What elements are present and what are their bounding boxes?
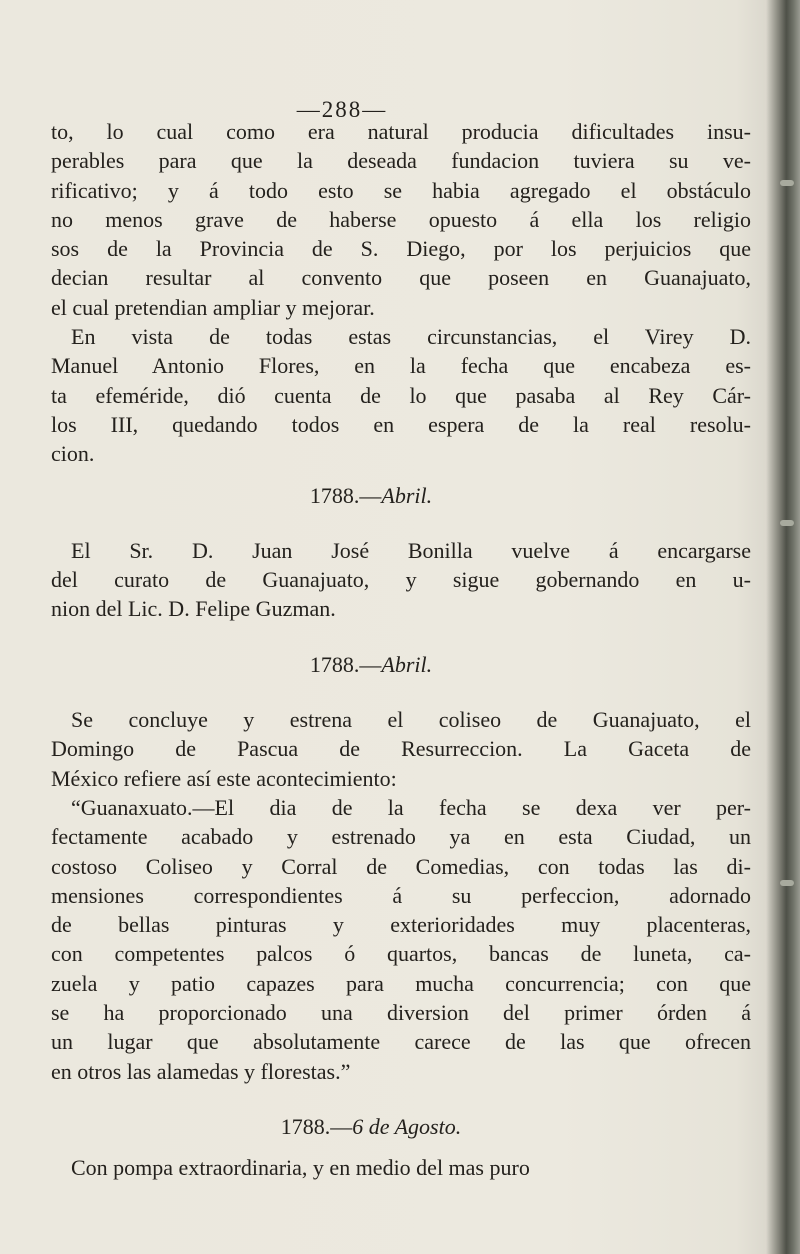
page-number: —288— — [296, 97, 388, 122]
text-line: zuela y patio capazes para mucha concurrencia; con que — [51, 970, 751, 996]
dateline — [0, 650, 751, 679]
text-line: el cual pretendian ampliar y mejorar. — [51, 294, 375, 320]
text-line: en otros las alamedas y florestas.” — [51, 1058, 351, 1084]
dateline-year: 1788.— — [309, 651, 382, 677]
text-line: Domingo de Pascua de Resurreccion. La Gaceta de — [51, 736, 751, 762]
text-line: ta efeméride, dió cuenta de lo que pasaba al Rey Cár- — [51, 382, 751, 408]
paragraph-4 — [51, 705, 751, 793]
text-line: los III, quedando todos en espera de la real resolu- — [51, 411, 751, 437]
text-line: sos de la Provincia de S. Diego, por los perjuicios que — [51, 236, 751, 262]
text-line: no menos grave de haberse opuesto á ella los religio — [51, 206, 751, 232]
dateline — [0, 1112, 751, 1141]
text-line: México refiere así este acontecimiento: — [51, 765, 397, 791]
paragraph-5 — [51, 793, 751, 1086]
text-line: nion del Lic. D. Felipe Guzman. — [51, 596, 336, 622]
paragraph-3 — [51, 536, 751, 624]
text-line: El Sr. D. Juan José Bonilla vuelve á encargarse — [71, 537, 751, 563]
text-line: En vista de todas estas circunstancias, el Virey D. — [71, 324, 751, 350]
text-line: con competentes palcos ó quartos, bancas de luneta, ca- — [51, 941, 751, 967]
text-line: “Guanaxuato.—El dia de la fecha se dexa ver per- — [71, 794, 751, 820]
text-line: Con pompa extraordinaria, y en medio del mas puro — [71, 1155, 530, 1181]
paragraph-1 — [51, 117, 751, 322]
dateline-date: Abril. — [381, 651, 433, 677]
text-line: perables para que la deseada fundacion tuviera su ve- — [51, 148, 751, 174]
text-line: costoso Coliseo y Corral de Comedias, con todas las di- — [51, 853, 751, 879]
page-edge-mark — [780, 520, 794, 526]
paragraph-2 — [51, 322, 751, 468]
text-line: del curato de Guanajuato, y sigue gobernando en u- — [51, 567, 751, 593]
text-line: mensiones correspondientes á su perfeccion, adornado — [51, 882, 751, 908]
text-line: decian resultar al convento que poseen en Guanajuato, — [51, 265, 751, 291]
text-line: to, lo cual como era natural producia dificultades insu- — [51, 119, 751, 144]
text-line: Manuel Antonio Flores, en la fecha que encabeza es- — [51, 353, 751, 379]
dateline-year: 1788.— — [309, 482, 382, 508]
page-edge-mark — [780, 180, 794, 186]
page-edge-mark — [780, 880, 794, 886]
dateline-date: 6 de Agosto. — [352, 1113, 462, 1139]
text-line: cion. — [51, 441, 95, 467]
text-line: rificativo; y á todo esto se habia agregado el obstáculo — [51, 177, 751, 203]
dateline-year: 1788.— — [280, 1113, 353, 1139]
body-text — [51, 117, 751, 1183]
dateline-date: Abril. — [381, 482, 433, 508]
text-line: se ha proporcionado una diversion del primer órden á — [51, 1000, 751, 1026]
dateline — [0, 481, 751, 510]
text-line: de bellas pinturas y exterioridades muy placenteras, — [51, 912, 751, 938]
page-edge-shadow — [766, 0, 800, 1254]
text-line: fectamente acabado y estrenado ya en esta Ciudad, un — [51, 824, 751, 850]
text-line: Se concluye y estrena el coliseo de Guanajuato, el — [71, 707, 751, 733]
text-line: un lugar que absolutamente carece de las que ofrecen — [51, 1029, 751, 1055]
paragraph-6 — [51, 1153, 751, 1182]
